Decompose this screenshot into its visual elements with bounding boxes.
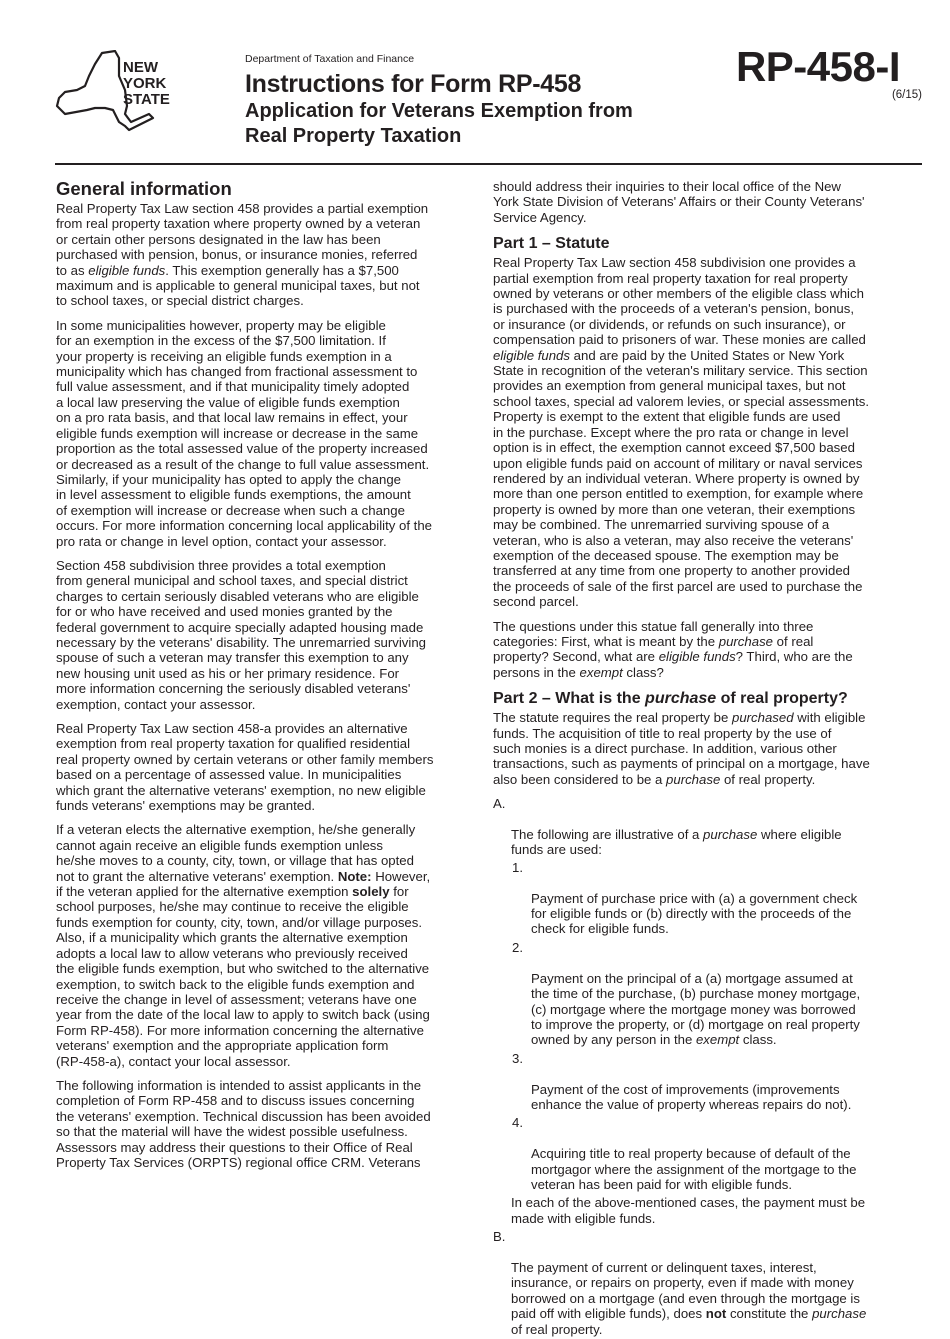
paragraph-questions: The questions under this statue fall generally into three categories: First, what is meant by the purchase of real property? Second, what are eligible funds? Third, who are the persons in the exempt class? [493, 618, 853, 680]
list-item: 3. Payment of the cost of improvements (improvements enhance the value of property whereas repairs do not). [512, 1050, 852, 1112]
nys-logo [55, 50, 185, 132]
page-title: Instructions for Form RP-458 [245, 70, 582, 98]
list-item-a: A. The following are illustrative of a purchase where eligible funds are used: [493, 796, 842, 858]
list-item: 2. Payment on the principal of a (a) mortgage assumed at the time of the purchase, (b) purchase money mortgage, (c) mortgage where the mortgage money was borrowed to improve the property, or (d) mortgage on real property owned by any person in the exempt class. [512, 939, 861, 1048]
paragraph-statute: Real Property Tax Law section 458 subdivision one provides a partial exemption from real property taxation for real property owned by veterans or other members of the eligible class which is purchased with the proceeds of a veteran's pension, bonus, or insurance (or dividends, or refunds on such insurance), or compensation paid to prisoners of war. These monies are called eligible funds and are paid by the United States or New York State in recognition of the veteran's military service. This section provides an exemption from general municipal taxes, but not school taxes, special ad valorem levies, or special assessments. Property is exempt to the extent that eligible funds are used in the purchase. Except where the pro rata or change in level option is in effect, the exemption cannot exceed $7,500 based upon eligible funds paid on account of military or naval services rendered by an individual veteran. Where property is owned by more than one person entitled to exemption, for example where property is owned by more than one veteran, their exemptions may be combined. The unremarried surviving spouse of a veteran, who is also a veteran, may also receive the veterans' exemption of the deceased spouse. The exemption may be transferred at any time from one property to another provided the proceeds of sale of the first parcel are used to purchase the second parcel. [493, 255, 870, 610]
right-column [493, 179, 897, 1339]
page-subtitle: Application for Veterans Exemption from Real Property Taxation [245, 100, 633, 147]
part1-heading: Part 1 – Statute [493, 235, 610, 253]
paragraph-pro-rata: In some municipalities however, property may be eligible for an exemption in the excess of the $7,500 limitation. If your property is receiving an eligible funds exemption in a municipality which has changed from fractional assessment to full value assessment, and if that municipality timely adopted a local law preserving the value of eligible funds exemption on a pro rata basis, and that local law remains in effect, your eligible funds exemption will increase or decrease in the same proportion as the total assessed value of the property increased or decreased as a result of the change to full value assessment. Similarly, if your municipality has opted to apply the change in level assessment to eligible funds exemptions, the amount of exemption will increase or decrease when such a change occurs. For more information concerning local applicability of the pro rata or change in level option, contact your assessor. [56, 317, 433, 549]
paragraph-switch-back: If a veteran elects the alternative exemption, he/she generally cannot again receive an eligible funds exemption unless he/she moves to a county, city, town, or village that has opted not to grant the alternative veterans' exemption. Note: However, if the veteran applied for the alternative exemption solely for school purposes, he/she may continue to receive the eligible funds exemption for county, city, town, and/or village purposes. Also, if a municipality which grants the alternative exemption adopts a local law to allow veterans who previously received the eligible funds exemption, but who switched to the alternative exemption, to switch back to the eligible funds exemption and receive the change in level of assessment; veterans have one year from the date of the local law to apply to switch back (using Form RP-458). For more information concerning the alternative veterans' exemption and the appropriate application form (RP-458-a), contact your local assessor. [56, 822, 431, 1069]
left-column [56, 178, 460, 1179]
new-york-state-map-icon [55, 50, 185, 132]
list-label: 1. [512, 859, 523, 875]
list-item: 1. Payment of purchase price with (a) a government check for eligible funds or (b) directly with the proceeds of the check for eligible funds. [512, 859, 858, 937]
paragraph-alternative-exemption: Real Property Tax Law section 458-a provides an alternative exemption from real property taxation for qualified residential real property owned by certain veterans or other family members based on a percentage of assessed value. In municipalities which grant the alternative veterans' exemption, no new eligible funds veterans' exemptions may be granted. [56, 721, 434, 814]
logo-word-york: YORK [123, 75, 167, 92]
logo-word-state: STATE [123, 91, 170, 108]
list-label: 2. [512, 939, 523, 955]
paragraph-intro: Real Property Tax Law section 458 provides a partial exemption from real property taxation where property owned by a veteran or certain other persons designated in the law has been purchased with pension, bonus, or insurance monies, referred to as eligible funds. This exemption generally has a $7,500 maximum and is applicable to general municipal taxes, but not to school taxes, or special district charges. [56, 201, 429, 309]
list-label: 3. [512, 1050, 523, 1066]
general-information-heading: General information [56, 178, 232, 199]
revision-date: (6/15) [891, 89, 922, 101]
list-label: A. [493, 796, 506, 812]
list-label: 4. [512, 1115, 523, 1131]
list-label: B. [493, 1229, 506, 1245]
paragraph-assist-applicants: The following information is intended to assist applicants in the completion of Form RP-458 and to discuss issues concerning the veterans' exemption. Technical discussion has been avoided so that the material will have the widest possible usefulness. Assessors may address their questions to their Office of Real Property Tax Services (ORPTS) regional office CRM. Veterans [56, 1077, 431, 1170]
logo-word-new: NEW [123, 59, 158, 76]
list-item: 4. Acquiring title to real property because of default of the mortgagor where the assignment of the mortgage to the veteran has been paid for with eligible funds. [512, 1115, 857, 1192]
paragraph-continuation: should address their inquiries to their local office of the New York State Division of Veterans' Affairs or their County Veterans' Service Agency. [493, 179, 865, 225]
list-a-footer: In each of the above-mentioned cases, the payment must be made with eligible funds. [511, 1195, 866, 1226]
paragraph-purchase: The statute requires the real property be purchased with eligible funds. The acquisition of title to real property by the use of such monies is a direct purchase. In addition, various other transactions, such as payments of principal on a mortgage, have also been considered to be a purchase of real property. [493, 710, 870, 787]
header-divider [55, 163, 922, 165]
purchase-list [493, 796, 897, 1337]
form-number: RP-458-I [735, 43, 900, 90]
paragraph-disabled-veterans: Section 458 subdivision three provides a total exemption from general municipal and school taxes, and special district charges to certain seriously disabled veterans who are eligible for or who have received and used monies granted by the federal government to acquire specially adapted housing made necessary by the veterans' disability. The unremarried surviving spouse of such a veteran may transfer this exemption to any new housing unit used as his or her primary residence. For more information concerning the seriously disabled veterans' exemption, contact your assessor. [56, 557, 426, 712]
part2-heading: Part 2 – What is the purchase of real property? [493, 690, 848, 708]
department-name: Department of Taxation and Finance [245, 53, 415, 65]
list-item-b: B. The payment of current or delinquent taxes, interest, insurance, or repairs on property, even if made with money borrowed on a mortgage (and even through the mortgage is paid off with eligible funds), does not constitute the purchase of real property. [493, 1229, 867, 1337]
